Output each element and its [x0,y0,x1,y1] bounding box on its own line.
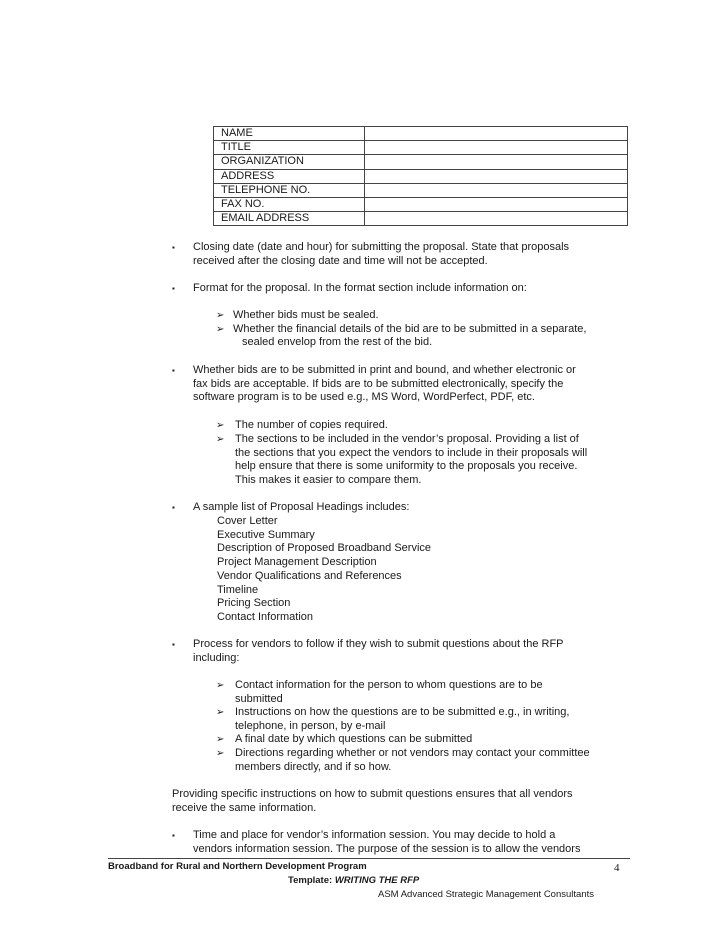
text-line: received after the closing date and time will not be accepted. [193,254,488,267]
text-line: vendors information session. The purpose of the session is to allow the vendors [193,842,581,855]
arrow-bullet-icon: ➢ [216,734,225,745]
table-row [214,127,628,141]
text-line: Time and place for vendor’s information session. You may decide to hold a [193,829,556,841]
row-value [365,141,628,155]
contact-info-table [213,126,628,226]
text-line: help ensure that there is some uniformity to the proposals you receive. [235,460,578,473]
template-title: WRITING THE RFP [334,875,420,886]
list-item: Pricing Section [217,597,291,610]
arrow-bullet-icon: ➢ [216,310,225,321]
list-item: Description of Proposed Broadband Service [217,542,432,555]
bullet-icon: ▪ [172,831,175,840]
list-item: Contact Information [217,610,313,623]
proposal-headings-list [217,515,431,625]
row-label: TITLE [214,141,365,155]
list-item: Vendor Qualifications and References [217,569,402,582]
bullet-icon: ▪ [172,640,175,649]
text-line: Closing date (date and hour) for submitting the proposal. State that proposals [193,241,570,253]
process-sub-item [235,706,569,733]
row-value [365,127,628,141]
text-line: This makes it easier to compare them. [235,474,422,487]
text-line: Process for vendors to follow if they wish to submit questions about the RFP [193,638,564,650]
row-label: ADDRESS [214,169,365,183]
bullet-icon: ▪ [172,366,175,375]
print-sub-item [235,433,587,488]
bullet-icon: ▪ [172,284,175,293]
format-sub-item: Whether bids must be sealed. [233,309,379,321]
closing-date-item [193,241,569,268]
template-label: Template: [288,875,335,886]
arrow-bullet-icon: ➢ [216,420,225,431]
text-line: Contact information for the person to whom questions are to be [235,679,543,691]
text-line: Instructions on how the questions are to be submitted e.g., in writing, [235,706,570,718]
session-item [193,829,580,856]
text-line: Whether bids are to be submitted in print and bound, and whether electronic or [193,364,576,376]
row-value [365,183,628,197]
table-row [214,197,628,211]
row-label: ORGANIZATION [214,155,365,169]
row-label: TELEPHONE NO. [214,183,365,197]
text-line: Providing specific instructions on how to submit questions ensures that all vendors [172,788,573,800]
text-line: The sections to be included in the vendor’s proposal. Providing a list of [235,433,579,445]
row-value [365,155,628,169]
arrow-bullet-icon: ➢ [216,434,225,445]
row-label: NAME [214,127,365,141]
footer-consultants: ASM Advanced Strategic Management Consultants [378,889,594,900]
format-sub-item: Whether the financial details of the bid are to be submitted in a separate, [233,323,587,335]
page-number: 4 [614,862,620,874]
row-value [365,197,628,211]
arrow-bullet-icon: ➢ [216,707,225,718]
row-value [365,212,628,226]
print-item [193,364,576,405]
text-line: the sections that you expect the vendors to include in their proposals will [235,446,588,459]
list-item: Executive Summary [217,528,315,541]
print-sub-item: The number of copies required. [235,419,388,431]
format-item: Format for the proposal. In the format section include information on: [193,282,527,294]
bullet-icon: ▪ [172,243,175,252]
process-sub-item [235,747,590,774]
text-line: members directly, and if so how. [235,760,392,773]
footer-template [288,875,419,886]
table-row [214,212,628,226]
footer-program: Broadband for Rural and Northern Development Program [108,861,367,872]
row-label: EMAIL ADDRESS [214,212,365,226]
process-item [193,638,564,665]
text-line: submitted [235,692,283,705]
text-line: receive the same information. [172,801,317,814]
text-line: telephone, in person, by e-mail [235,719,386,732]
format-sub-item-cont: sealed envelop from the rest of the bid. [242,336,433,348]
process-sub-item: A final date by which questions can be submitted [235,733,473,745]
table-row [214,155,628,169]
bullet-icon: ▪ [172,503,175,512]
text-line: including: [193,651,240,664]
text-line: Directions regarding whether or not vendors may contact your committee [235,747,590,759]
providing-paragraph [172,788,573,815]
text-line: fax bids are acceptable. If bids are to be submitted electronically, specify the [193,377,564,390]
list-item: Cover Letter [217,515,278,527]
arrow-bullet-icon: ➢ [216,748,225,759]
table-row [214,141,628,155]
list-item: Timeline [217,583,259,596]
list-item: Project Management Description [217,556,377,569]
text-line: software program is to be used e.g., MS Word, WordPerfect, PDF, etc. [193,391,535,404]
table-row [214,183,628,197]
arrow-bullet-icon: ➢ [216,680,225,691]
process-sub-item [235,679,543,706]
table-row [214,169,628,183]
row-value [365,169,628,183]
footer-divider [108,858,630,859]
arrow-bullet-icon: ➢ [216,324,225,335]
headings-intro: A sample list of Proposal Headings includes: [193,501,410,513]
row-label: FAX NO. [214,197,365,211]
